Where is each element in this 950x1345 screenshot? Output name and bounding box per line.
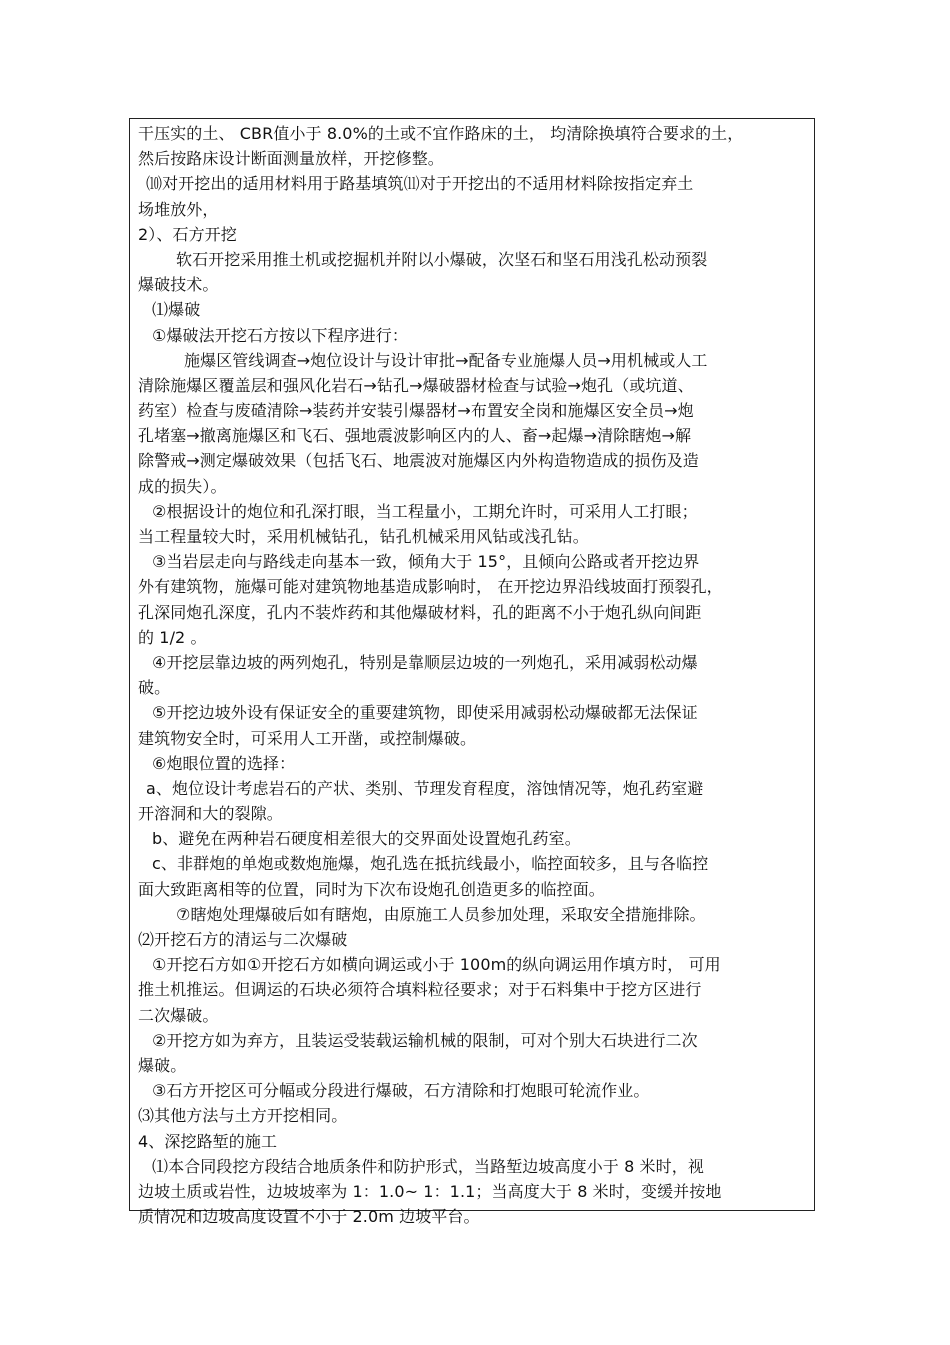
document-body: [138, 121, 808, 1229]
text-line: ①开挖石方如①开挖石方如横向调运或小于 100m的纵向调运用作填方时， 可用: [152, 955, 721, 975]
text-line: ①爆破法开挖石方按以下程序进行：: [152, 325, 408, 345]
text-line: 2）、石方开挖: [138, 224, 237, 244]
text-line: 施爆区管线调查→炮位设计与设计审批→配备专业施爆人员→用机械或人工: [184, 350, 708, 370]
text-line: ④开挖层靠边坡的两列炮孔，特别是靠顺层边坡的一列炮孔，采用减弱松动爆: [152, 652, 698, 672]
text-line: 建筑物安全时，可采用人工开凿，或控制爆破。: [138, 728, 477, 748]
text-line: ②根据设计的炮位和孔深打眼，当工程量小，工期允许时，可采用人工打眼；: [152, 501, 698, 521]
text-line: ②开挖方如为弃方，且装运受装载运输机械的限制，可对个别大石块进行二次: [152, 1030, 698, 1050]
text-line: ⑵开挖石方的清运与二次爆破: [138, 930, 348, 949]
text-line: ⑤开挖边坡外设有保证安全的重要建筑物，即使采用减弱松动爆破都无法保证: [152, 703, 698, 723]
text-line: ⑥炮眼位置的选择：: [152, 753, 296, 773]
text-line: 除警戒→测定爆破效果（包括飞石、地震波对施爆区内外构造物造成的损伤及造: [138, 451, 699, 471]
text-line: ⑶其他方法与土方开挖相同。: [138, 1106, 348, 1126]
text-line: a、炮位设计考虑岩石的产状、类别、节理发育程度，溶蚀情况等，炮孔药室避: [146, 778, 704, 798]
text-line: 清除施爆区覆盖层和强风化岩石→钻孔→爆破器材检查与试验→炮孔（或坑道、: [138, 375, 694, 395]
text-line: ⑽对开挖出的适用材料用于路基填筑⑾对于开挖出的不适用材料除按指定弃土: [146, 174, 694, 194]
text-line: 开溶洞和大的裂隙。: [138, 804, 283, 824]
document-frame: [129, 118, 815, 1227]
text-line: ⑴爆破: [152, 300, 201, 320]
text-line: 药室）检查与废碴清除→装药并安装引爆器材→布置安全岗和施爆区安全员→炮: [138, 401, 694, 421]
text-line: 二次爆破。: [138, 1005, 219, 1025]
text-line: 面大致距离相等的位置，同时为下次布设炮孔创造更多的临控面。: [138, 879, 605, 899]
text-line: 然后按路床设计断面测量放样，开挖修整。: [138, 149, 444, 169]
text-line: 4、深挖路堑的施工: [138, 1131, 278, 1151]
text-line: ③石方开挖区可分幅或分段进行爆破，石方清除和打炮眼可轮流作业。: [152, 1081, 650, 1101]
text-line: ⑦瞎炮处理爆破后如有瞎炮，由原施工人员参加处理，采取安全措施排除。: [176, 904, 706, 924]
text-line: ③当岩层走向与路线走向基本一致，倾角大于 15°，且倾向公路或者开挖边界: [152, 552, 700, 572]
text-line: 破。: [138, 678, 171, 698]
text-line: c、非群炮的单炮或数炮施爆，炮孔选在抵抗线最小，临控面较多，且与各临控: [152, 854, 709, 874]
text-line: 当工程量较大时，采用机械钻孔，钻孔机械采用风钻或浅孔钻。: [138, 527, 589, 546]
text-line: 软石开挖采用推土机或挖掘机并附以小爆破，次坚石和坚石用浅孔松动预裂: [176, 249, 708, 269]
text-line: 场堆放外，: [138, 199, 219, 219]
text-line: 爆破技术。: [138, 275, 219, 295]
text-line: 推土机推运。但调运的石块必须符合填料粒径要求；对于石料集中于挖方区进行: [138, 980, 702, 1000]
text-line: 质情况和边坡高度设置不小于 2.0m 边坡平台。: [138, 1207, 480, 1227]
text-line: 爆破。: [138, 1055, 187, 1075]
text-line: 成的损失）。: [138, 476, 227, 496]
text-line: 的 1/2 。: [138, 627, 207, 647]
text-line: ⑴本合同段挖方段结合地质条件和防护形式，当路堑边坡高度小于 8 米时，视: [152, 1156, 704, 1176]
text-line: 孔堵塞→撤离施爆区和飞石、强地震波影响区内的人、畜→起爆→清除瞎炮→解: [138, 426, 692, 446]
text-line: 外有建筑物，施爆可能对建筑物地基造成影响时， 在开挖边界沿线坡面打预裂孔，: [138, 577, 723, 597]
text-line: 干压实的土、 CBR值小于 8.0%的土或不宜作路床的土， 均清除换填符合要求的土，: [138, 124, 744, 143]
text-line: b、避免在两种岩石硬度相差很大的交界面处设置炮孔药室。: [152, 829, 581, 849]
text-line: 边坡土质或岩性，边坡坡率为 1：1.0~ 1：1.1；当高度大于 8 米时，变缓并按地: [138, 1181, 722, 1201]
text-line: 孔深同炮孔深度，孔内不装炸药和其他爆破材料，孔的距离不小于炮孔纵向间距: [138, 602, 702, 622]
